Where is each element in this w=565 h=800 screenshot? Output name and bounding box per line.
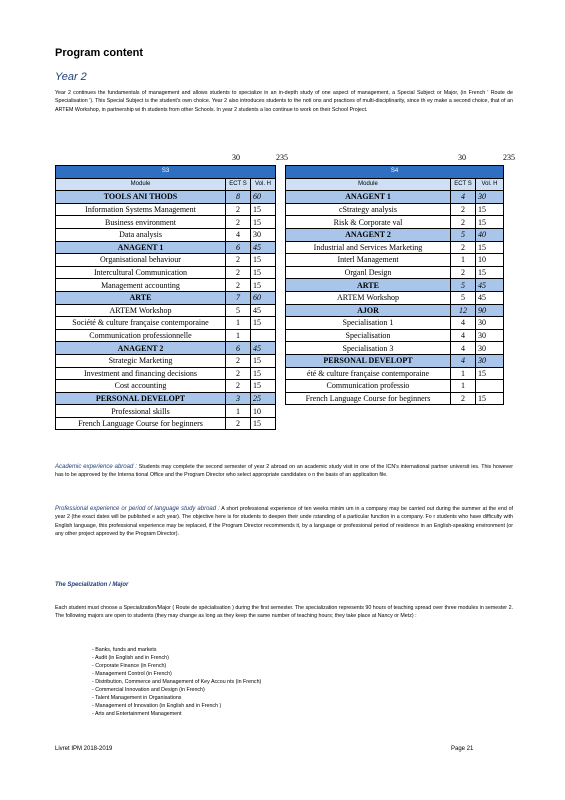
module-cell: été & culture française contemporaine xyxy=(286,367,451,380)
hours-cell: 45 xyxy=(476,279,504,292)
table-group-row xyxy=(56,191,276,204)
module-cell: ANAGENT 2 xyxy=(56,342,226,355)
hours-cell: 15 xyxy=(476,216,504,229)
hours-cell: 60 xyxy=(251,291,276,304)
hours-cell: 10 xyxy=(251,405,276,418)
ects-cell: 2 xyxy=(451,241,476,254)
ects-cell: 1 xyxy=(226,405,251,418)
ects-cell: 2 xyxy=(451,392,476,405)
module-cell: ARTE xyxy=(56,291,226,304)
module-cell: Specialisation 1 xyxy=(286,317,451,330)
ects-cell: 8 xyxy=(226,191,251,204)
module-cell: ANAGENT 2 xyxy=(286,228,451,241)
hours-cell xyxy=(476,380,504,393)
hours-cell: 15 xyxy=(251,203,276,216)
ects-cell: 2 xyxy=(226,417,251,430)
table-row xyxy=(56,329,276,342)
hours-cell: 15 xyxy=(251,216,276,229)
ects-cell: 6 xyxy=(226,342,251,355)
ects-cell: 1 xyxy=(451,380,476,393)
ects-cell: 2 xyxy=(226,216,251,229)
table-row xyxy=(286,266,504,279)
ects-cell: 1 xyxy=(451,367,476,380)
s4-table-wrap xyxy=(285,165,504,405)
list-item: - Banks, funds and markets xyxy=(92,647,157,653)
module-cell: TOOLS ANI THODS xyxy=(56,191,226,204)
module-cell: French Language Course for beginners xyxy=(286,392,451,405)
ects-cell: 12 xyxy=(451,304,476,317)
hours-cell: 25 xyxy=(251,392,276,405)
s3-hours-total: 235 xyxy=(276,153,288,162)
ects-cell: 2 xyxy=(226,380,251,393)
list-item: - Management of Innovation (in English and in French ) xyxy=(92,703,222,709)
hours-cell xyxy=(251,329,276,342)
module-cell: ANAGENT 1 xyxy=(56,241,226,254)
hours-cell: 15 xyxy=(251,254,276,267)
hours-cell: 15 xyxy=(251,417,276,430)
s4-col-module: Module xyxy=(286,178,451,191)
table-group-row xyxy=(286,304,504,317)
s3-col-hours: Vol. H xyxy=(251,178,276,191)
hours-cell: 30 xyxy=(476,317,504,330)
hours-cell: 15 xyxy=(476,203,504,216)
s3-credits-total: 30 xyxy=(232,153,240,162)
module-cell: Cost accounting xyxy=(56,380,226,393)
table-row xyxy=(286,317,504,330)
ects-cell: 2 xyxy=(226,254,251,267)
table-group-row xyxy=(286,228,504,241)
table-row xyxy=(56,304,276,317)
hours-cell: 15 xyxy=(251,367,276,380)
hours-cell: 40 xyxy=(476,228,504,241)
list-item: - Corporate Finance (in French) xyxy=(92,663,167,669)
table-group-row xyxy=(56,392,276,405)
module-cell: cStrategy analysis xyxy=(286,203,451,216)
ects-cell: 4 xyxy=(451,329,476,342)
module-cell: ARTEM Workshop xyxy=(56,304,226,317)
module-cell: ANAGENT 1 xyxy=(286,191,451,204)
s4-col-hours: Vol. H xyxy=(476,178,504,191)
list-item: - Management Control (in French) xyxy=(92,671,172,677)
table-group-row xyxy=(286,279,504,292)
table-row xyxy=(286,329,504,342)
hours-cell: 30 xyxy=(251,228,276,241)
module-cell: PERSONAL DEVELOPT xyxy=(286,354,451,367)
table-row xyxy=(286,380,504,393)
hours-cell: 10 xyxy=(476,254,504,267)
ects-cell: 2 xyxy=(226,279,251,292)
academic-text: Students may complete the second semester of year 2 abroad on an academic study visit in one of the ICN's international partner universit ies. This however has to be approved by the Interna tional Office and the Program Director who select appropriate candidates o n the basis of an application file. xyxy=(55,464,513,479)
table-row xyxy=(286,254,504,267)
table-row xyxy=(286,342,504,355)
module-cell: AJOR xyxy=(286,304,451,317)
ects-cell: 4 xyxy=(451,191,476,204)
module-cell: PERSONAL DEVELOPT xyxy=(56,392,226,405)
module-cell: Interl Management xyxy=(286,254,451,267)
professional-lead: Professional experience or period of language study abroad : xyxy=(55,506,220,512)
ects-cell: 2 xyxy=(451,216,476,229)
s4-module-table xyxy=(285,165,504,405)
professional-text: A short professional experience of ten weeks minim um in a company may be carried out during the summer at the end of year 2 (the exact dates will be published e ach year). The objective here is for students to deepen their unde rstanding of a particular function in a company. Fo r students who have difficulty with English language, this professional experience may be replaced, if the Program Director recommends it, by a language or professional period of residence in an English-speaking environment (or any other project approved by the Program Director). xyxy=(55,506,513,538)
module-cell: Strategic Marketing xyxy=(56,354,226,367)
hours-cell: 15 xyxy=(251,380,276,393)
module-cell: Business environment xyxy=(56,216,226,229)
module-cell: ARTEM Workshop xyxy=(286,291,451,304)
table-row xyxy=(286,291,504,304)
hours-cell: 30 xyxy=(476,354,504,367)
hours-cell: 15 xyxy=(251,317,276,330)
professional-paragraph xyxy=(55,505,513,539)
s3-module-table xyxy=(55,165,276,430)
hours-cell: 15 xyxy=(476,266,504,279)
table-group-row xyxy=(56,342,276,355)
hours-cell: 15 xyxy=(476,392,504,405)
intro-paragraph: Year 2 continues the fundamentals of management and allows students to specialize in an in-depth study of one aspect of management, a Special Subject or Major, (in French ' Route de Specialisation '). This Special Subject is the student's own choice. Year 2 also introduces students to the noti ons and practices of multi-disciplinarity, since th ey make a second choice, that of an ARTEM Workshop, in partnership wi th students from other Schools. In year 2 students a lso continue to work on their School Project. xyxy=(55,90,513,113)
table-row xyxy=(286,367,504,380)
module-cell: Communication professio xyxy=(286,380,451,393)
academic-lead: Academic experience abroad : xyxy=(55,464,137,470)
table-row xyxy=(56,216,276,229)
s4-hours-total: 235 xyxy=(503,153,515,162)
table-group-row xyxy=(286,191,504,204)
hours-cell: 15 xyxy=(476,241,504,254)
module-cell: Communication professionnelle xyxy=(56,329,226,342)
ects-cell: 3 xyxy=(226,392,251,405)
hours-cell: 45 xyxy=(251,241,276,254)
ects-cell: 2 xyxy=(451,203,476,216)
specialization-paragraph: Each student must choose a Specialization/Major ( Route de spécialisation ) during the first semester. The specialization represents 90 hours of teaching spread over three modules in semester 2. The following majors are open to students (they may change as long as they keep the same number of teaching hours; they take place at Nancy or Metz) : xyxy=(55,605,513,620)
table-row xyxy=(286,203,504,216)
hours-cell: 90 xyxy=(476,304,504,317)
year-title: Year 2 xyxy=(55,71,87,83)
table-row xyxy=(286,216,504,229)
hours-cell: 45 xyxy=(251,342,276,355)
list-item: - Commercial Innovation and Design (in French) xyxy=(92,687,205,693)
table-row xyxy=(56,417,276,430)
table-group-row xyxy=(286,354,504,367)
ects-cell: 7 xyxy=(226,291,251,304)
ects-cell: 2 xyxy=(226,354,251,367)
list-item: - Arts and Entertainment Management xyxy=(92,711,182,717)
table-group-row xyxy=(56,241,276,254)
specialization-heading: The Specialization / Major xyxy=(55,582,129,588)
module-cell: Specialisation xyxy=(286,329,451,342)
list-item: - Distribution, Commerce and Management of Key Accou nts (in French) xyxy=(92,679,262,685)
module-cell: Risk & Corporate val xyxy=(286,216,451,229)
s4-credits-total: 30 xyxy=(458,153,466,162)
table-row xyxy=(56,254,276,267)
academic-paragraph xyxy=(55,463,513,480)
table-row xyxy=(56,203,276,216)
table-row xyxy=(56,380,276,393)
table-group-row xyxy=(56,291,276,304)
list-item: - Audit (in English and in French) xyxy=(92,655,169,661)
list-item: - Talent Management in Organisations xyxy=(92,695,182,701)
ects-cell: 1 xyxy=(451,254,476,267)
module-cell: Information Systems Management xyxy=(56,203,226,216)
hours-cell: 15 xyxy=(476,367,504,380)
s3-col-ects: ECT S xyxy=(226,178,251,191)
module-cell: Data analysis xyxy=(56,228,226,241)
ects-cell: 2 xyxy=(451,266,476,279)
ects-cell: 6 xyxy=(226,241,251,254)
ects-cell: 2 xyxy=(226,203,251,216)
ects-cell: 5 xyxy=(226,304,251,317)
module-cell: Management accounting xyxy=(56,279,226,292)
section-heading: Program content xyxy=(55,47,144,59)
table-row xyxy=(56,279,276,292)
table-row xyxy=(56,317,276,330)
module-cell: Organisational behaviour xyxy=(56,254,226,267)
module-cell: Investment and financing decisions xyxy=(56,367,226,380)
ects-cell: 1 xyxy=(226,329,251,342)
module-cell: Organl Design xyxy=(286,266,451,279)
module-cell: Professional skills xyxy=(56,405,226,418)
module-cell: ARTE xyxy=(286,279,451,292)
s3-table-wrap xyxy=(55,165,276,430)
hours-cell: 15 xyxy=(251,266,276,279)
module-cell: Industrial and Services Marketing xyxy=(286,241,451,254)
table-row xyxy=(286,392,504,405)
ects-cell: 1 xyxy=(226,317,251,330)
hours-cell: 15 xyxy=(251,279,276,292)
s3-col-module: Module xyxy=(56,178,226,191)
majors-list xyxy=(92,646,261,718)
ects-cell: 4 xyxy=(451,354,476,367)
s3-title: S3 xyxy=(56,166,276,179)
module-cell: Société & culture française contemporaine xyxy=(56,317,226,330)
s4-title: S4 xyxy=(286,166,504,179)
hours-cell: 30 xyxy=(476,329,504,342)
ects-cell: 4 xyxy=(226,228,251,241)
table-row xyxy=(56,405,276,418)
hours-cell: 30 xyxy=(476,191,504,204)
ects-cell: 5 xyxy=(451,228,476,241)
hours-cell: 30 xyxy=(476,342,504,355)
ects-cell: 5 xyxy=(451,279,476,292)
table-row xyxy=(56,266,276,279)
hours-cell: 60 xyxy=(251,191,276,204)
footer-page-number: Page 21 xyxy=(451,746,474,752)
ects-cell: 5 xyxy=(451,291,476,304)
module-cell: French Language Course for beginners xyxy=(56,417,226,430)
module-cell: Intercultural Communication xyxy=(56,266,226,279)
ects-cell: 4 xyxy=(451,342,476,355)
ects-cell: 2 xyxy=(226,266,251,279)
s4-col-ects: ECT S xyxy=(451,178,476,191)
hours-cell: 45 xyxy=(251,304,276,317)
module-cell: Specialisation 3 xyxy=(286,342,451,355)
table-row xyxy=(56,228,276,241)
hours-cell: 15 xyxy=(251,354,276,367)
table-row xyxy=(56,354,276,367)
hours-cell: 45 xyxy=(476,291,504,304)
ects-cell: 2 xyxy=(226,367,251,380)
footer-left: Livret IPM 2018-2019 xyxy=(55,746,113,752)
ects-cell: 4 xyxy=(451,317,476,330)
table-row xyxy=(286,241,504,254)
table-row xyxy=(56,367,276,380)
